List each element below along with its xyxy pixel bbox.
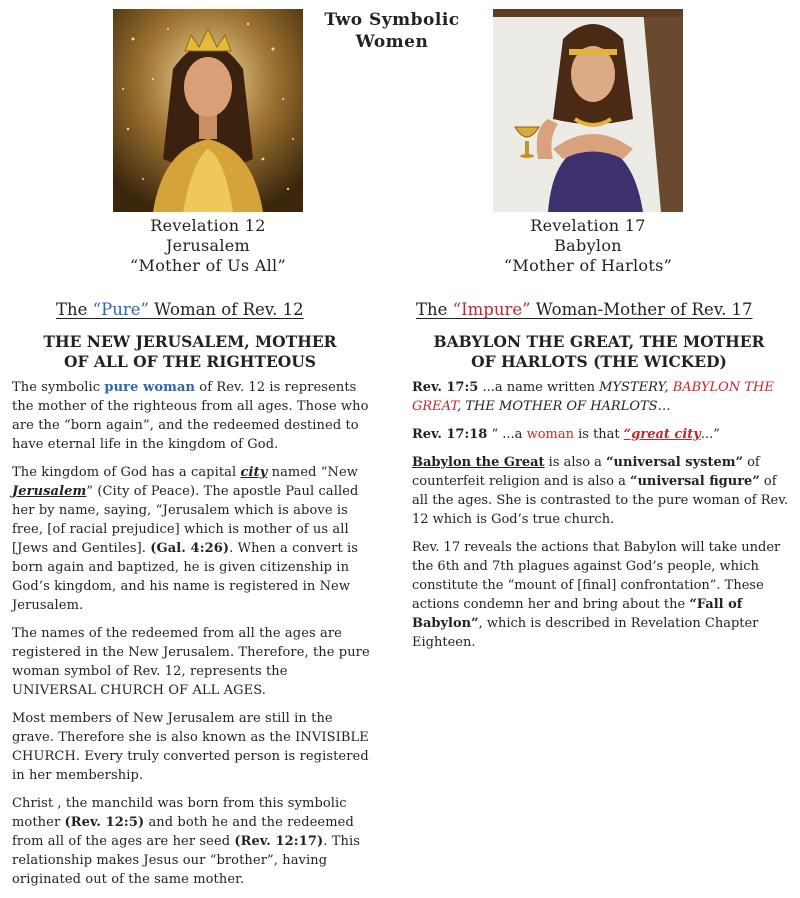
impure-woman-caption (480, 216, 696, 276)
scripture-reference: (Gal. 4:26) (150, 541, 230, 556)
text: is also a (544, 455, 607, 470)
scripture-reference: Rev. 17:18 (412, 427, 488, 442)
scripture-reference: Rev. 17:5 (412, 380, 479, 395)
text: of all the ages. She is contrasted to the pure woman of Rev. 12 which is God’s true church. (412, 474, 789, 527)
pure-woman-illustration (113, 9, 303, 212)
title-line-2: Women (355, 32, 429, 52)
mystery-term: MYSTERY, (599, 380, 673, 395)
scripture-reference: (Rev. 12:5) (64, 815, 145, 830)
caption-reference: Revelation 12 (150, 216, 266, 235)
title-line-1: Two Symbolic (324, 10, 460, 30)
caption-reference: Revelation 17 (530, 216, 646, 235)
pure-woman-caption (100, 216, 316, 276)
paragraph-3: The names of the redeemed from all the ages are registered in the New Jerusalem. Therefore, the pure woman symbol of Rev. 12, represents the UNIVERSAL CHURCH OF ALL AGES. (12, 626, 370, 698)
text: “ ...a (487, 427, 527, 442)
fall-of-babylon-term: “Fall of Babylon” (412, 597, 743, 631)
pure-woman-body (12, 378, 372, 898)
heading-text: Woman of Rev. 12 (148, 300, 304, 319)
page-title (306, 9, 478, 53)
text: named “New (267, 465, 359, 480)
paragraph-4 (412, 538, 792, 652)
jerusalem-term: Jerusalem (12, 484, 87, 499)
paragraph-2 (12, 463, 372, 615)
pure-woman-term: pure woman (104, 380, 196, 395)
caption-epithet: “Mother of Us All” (130, 256, 286, 275)
caption-name: Babylon (554, 236, 622, 255)
paragraph-1 (412, 378, 792, 416)
impure-woman-heading (416, 300, 753, 319)
caption-name: Jerusalem (165, 236, 251, 255)
universal-figure-term: “universal figure” (630, 474, 760, 489)
city-term: city (240, 465, 268, 480)
text: ...a name written (478, 380, 600, 395)
great-city-term: “great city (623, 427, 701, 442)
text: The kingdom of God has a capital (12, 465, 241, 480)
impure-woman-image (493, 9, 683, 212)
heading-text: The (56, 300, 93, 319)
pure-woman-image (113, 9, 303, 212)
pure-woman-subheading (20, 332, 360, 372)
paragraph-5 (12, 794, 372, 889)
subheading-line-1: THE NEW JERUSALEM, MOTHER (43, 332, 337, 351)
paragraph-3 (412, 453, 792, 529)
heading-text: Woman-Mother of Rev. 17 (530, 300, 753, 319)
subheading-line-2: OF ALL OF THE RIGHTEOUS (64, 352, 316, 371)
paragraph-4: Most members of New Jerusalem are still in the grave. Therefore she is also known as the INVISIBLE CHURCH. Every truly converted person is registered in her membership. (12, 711, 369, 783)
impure-woman-body (412, 378, 792, 661)
subheading-line-1: BABYLON THE GREAT, THE MOTHER (433, 332, 765, 351)
babylon-the-great-term: Babylon the Great (412, 455, 545, 470)
caption-epithet: “Mother of Harlots” (503, 256, 673, 275)
impure-woman-illustration (493, 9, 683, 212)
text: is that (573, 427, 624, 442)
woman-term: woman (526, 427, 574, 442)
text: of Rev. 12 is represents the mother of the righteous from all ages. Those who are the “born again”, and the redeemed destined to have eternal life in the kingdom of God. (12, 380, 369, 452)
heading-highlight-pure: “Pure” (92, 300, 149, 319)
text: . This relationship makes Jesus our “brother”, having originated out of the same mother. (12, 834, 360, 887)
subheading-line-2: OF HARLOTS (THE WICKED) (471, 352, 727, 371)
text: and both he and the redeemed from all of the ages are her seed (12, 815, 354, 849)
paragraph-1 (12, 378, 372, 454)
heading-highlight-impure: “Impure” (452, 300, 531, 319)
heading-text: The (416, 300, 453, 319)
text: The symbolic (12, 380, 105, 395)
scripture-reference: (Rev. 12:17) (234, 834, 324, 849)
impure-woman-subheading (414, 332, 784, 372)
text: . When a convert is born again and baptized, he is given citizenship in God’s kingdom, and his name is registered in New Jerusalem. (12, 541, 359, 613)
text: , which is described in Revelation Chapter Eighteen. (412, 616, 759, 650)
text: of counterfeit religion and is also a (412, 455, 760, 489)
text: , THE MOTHER OF HARLOTS… (457, 399, 671, 414)
text: Christ , the manchild was born from this symbolic mother (12, 796, 347, 830)
text: ...” (700, 427, 720, 442)
pure-woman-heading (56, 300, 304, 319)
text: Rev. 17 reveals the actions that Babylon will take under the 6th and 7th plagues against God’s people, which constitute the “mount of [final] confrontation”. These actions condemn her and bring about the (412, 540, 781, 612)
babylon-term: BABYLON THE GREAT (412, 380, 774, 414)
paragraph-2 (412, 425, 792, 444)
universal-system-term: “universal system” (606, 455, 743, 470)
text: ” (City of Peace). The apostle Paul called her by name, saying, “Jerusalem which is above is free, [of racial prejudice] which is mother of us all [Jews and Gentiles]. (12, 484, 359, 556)
